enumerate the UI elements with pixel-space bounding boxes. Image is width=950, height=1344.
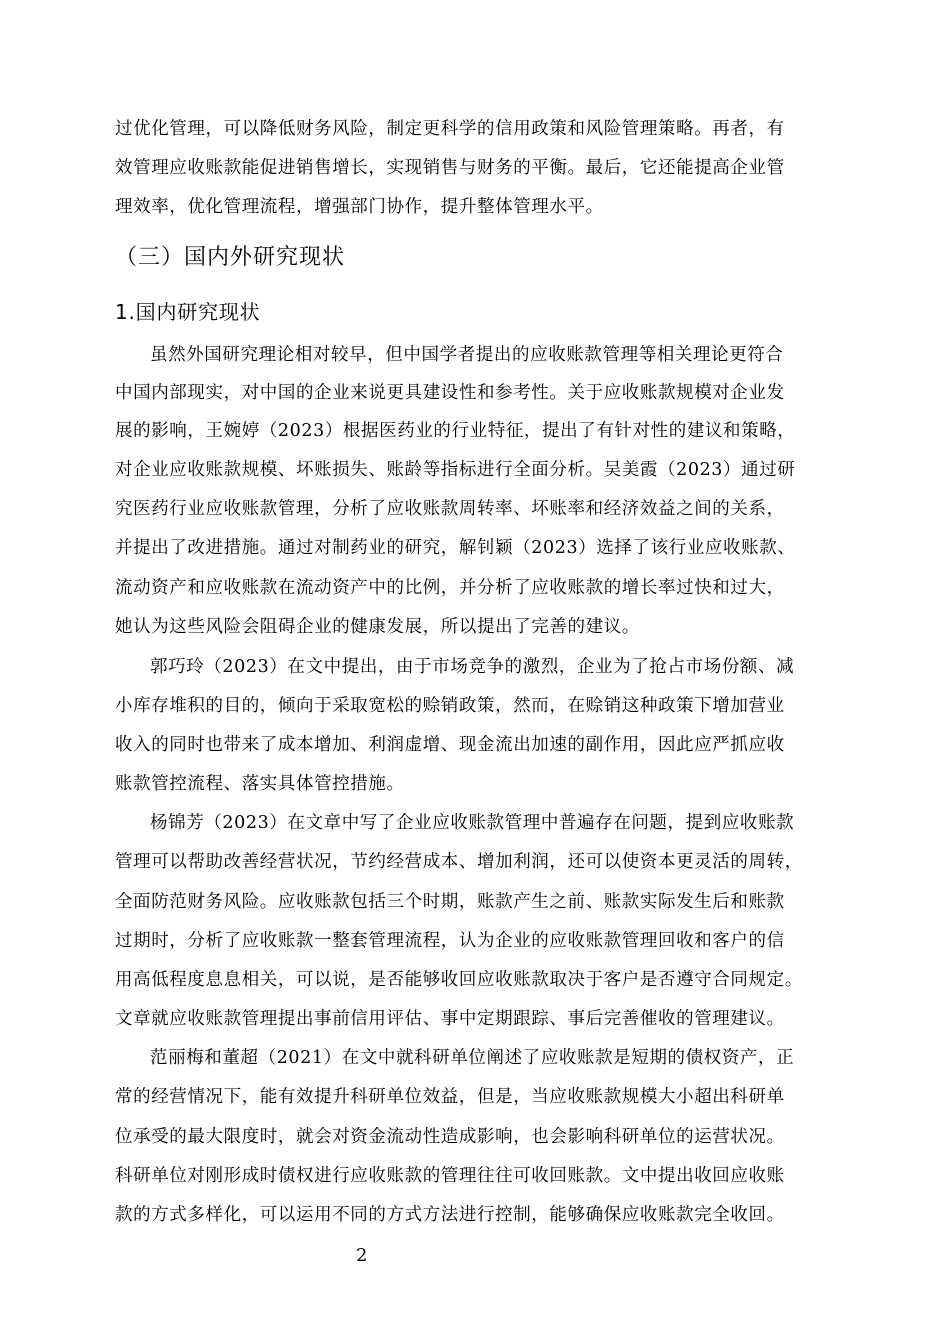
paragraph-line: 常的经营情况下，能有效提升科研单位效益，但是，当应收账款规模大小超出科研单: [115, 1087, 785, 1107]
paragraph-line: 位承受的最大限度时，就会对资金流动性造成影响，也会影响科研单位的运营状况。: [115, 1127, 785, 1147]
paragraph-line: 收入的同时也带来了成本增加、利润虚增、现金流出加速的副作用，因此应严抓应收: [115, 735, 785, 755]
paragraph-line: 展的影响，王婉婷（2023）根据医药业的行业特征，提出了有针对性的建议和策略，: [115, 421, 796, 441]
paragraph-line: 虽然外国研究理论相对较早，但中国学者提出的应收账款管理等相关理论更符合: [150, 345, 784, 365]
paragraph-line: 究医药行业应收账款管理，分析了应收账款周转率、坏账率和经济效益之间的关系，: [115, 499, 785, 519]
paragraph-line: 对企业应收账款规模、坏账损失、账龄等指标进行全面分析。吴美霞（2023）通过研: [115, 460, 796, 480]
intro-line: 理效率，优化管理流程，增强部门协作，提升整体管理水平。: [115, 197, 604, 217]
intro-line: 过优化管理，可以降低财务风险，制定更科学的信用政策和风险管理策略。再者，有: [115, 119, 785, 139]
paragraph-line: 款的方式多样化，可以运用不同的方式方法进行控制，能够确保应收账款完全收回。: [115, 1205, 785, 1225]
paragraph-line: 杨锦芳（2023）在文章中写了企业应收账款管理中普遍存在问题，提到应收账款: [150, 813, 795, 833]
paragraph-line: 中国内部现实，对中国的企业来说更具建设性和参考性。关于应收账款规模对企业发: [115, 383, 785, 403]
paragraph-line: 她认为这些风险会阻碍企业的健康发展，所以提出了完善的建议。: [115, 617, 640, 637]
intro-line: 效管理应收账款能促进销售增长，实现销售与财务的平衡。最后，它还能提高企业管: [115, 158, 785, 178]
section-heading: （三）国内外研究现状: [115, 245, 346, 270]
paragraph-line: 流动资产和应收账款在流动资产中的比例，并分析了应收账款的增长率过快和过大，: [115, 578, 785, 598]
paragraph-line: 管理可以帮助改善经营状况，节约经营成本、增加利润，还可以使资本更灵活的周转，: [115, 852, 803, 872]
paragraph-line: 科研单位对刚形成时债权进行应收账款的管理往往可收回账款。文中提出收回应收账: [115, 1166, 785, 1186]
paragraph-line: 并提出了改进措施。通过对制药业的研究，解钊颖（2023）选择了该行业应收账款、: [115, 538, 796, 558]
paragraph-line: 过期时，分析了应收账款一整套管理流程，认为企业的应收账款管理回收和客户的信: [115, 931, 785, 951]
paragraph-line: 郭巧玲（2023）在文中提出，由于市场竞争的激烈，企业为了抢占市场份额、减: [150, 657, 795, 677]
paragraph-line: 账款管控流程、落实具体管控措施。: [115, 774, 405, 794]
page-number: 2: [356, 1245, 368, 1266]
paragraph-line: 范丽梅和董超（2021）在文中就科研单位阐述了应收账款是短期的债权资产，正: [150, 1048, 795, 1068]
paragraph-line: 全面防范财务风险。应收账款包括三个时期，账款产生之前、账款实际发生后和账款: [115, 892, 785, 912]
paragraph-line: 文章就应收账款管理提出事前信用评估、事中定期跟踪、事后完善催收的管理建议。: [115, 1009, 785, 1029]
paragraph-line: 用高低程度息息相关，可以说，是否能够收回应收账款取决于客户是否遵守合同规定。: [115, 970, 803, 990]
subsection-heading: 1.国内研究现状: [115, 300, 261, 324]
paragraph-line: 小库存堆积的目的，倾向于采取宽松的赊销政策，然而，在赊销这种政策下增加营业: [115, 696, 785, 716]
